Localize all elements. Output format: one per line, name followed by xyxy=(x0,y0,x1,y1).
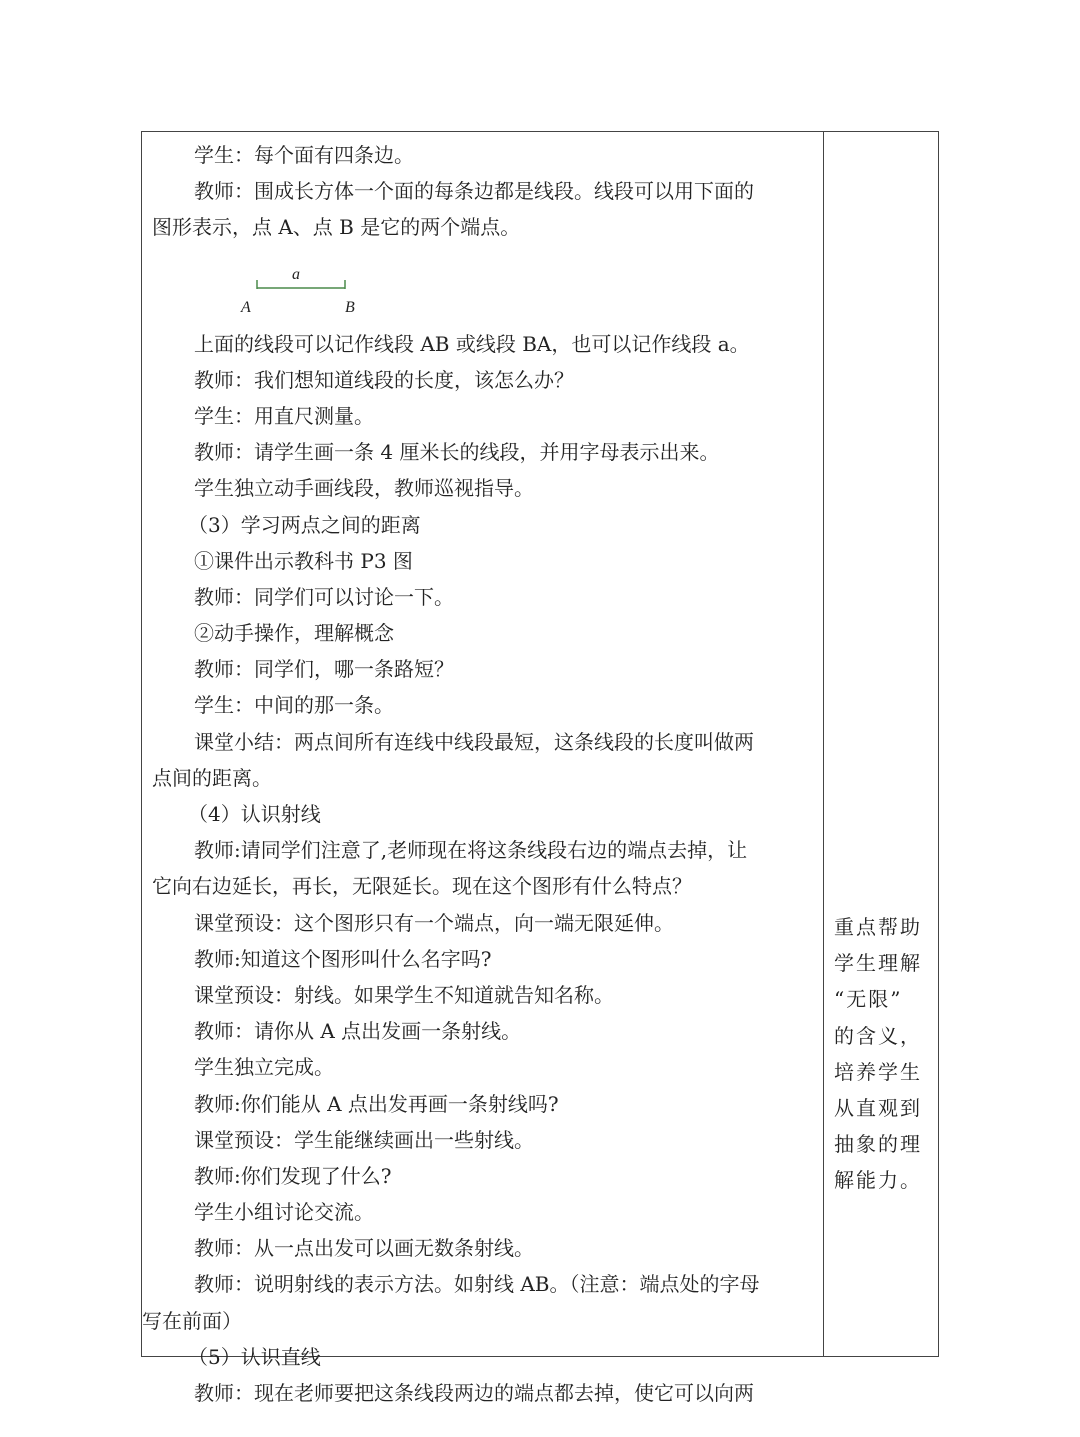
text-line: 它向右边延长，再长，无限延长。现在这个图形有什么特点？ xyxy=(152,874,692,899)
text-line: 教师：从一点出发可以画无数条射线。 xyxy=(194,1236,534,1261)
text-line: 点间的距离。 xyxy=(152,765,272,790)
text-line: 学生：每个面有四条边。 xyxy=(194,143,414,167)
line-segment-figure xyxy=(232,246,372,318)
text-line: 教师：现在老师要把这条线段两边的端点都去掉，使它可以向两 xyxy=(194,1381,754,1405)
text-line: 学生独立动手画线段，教师巡视指导。 xyxy=(194,476,534,501)
remark-line: 重点帮助 xyxy=(834,915,922,939)
remarks-column xyxy=(834,909,930,1199)
text-line: 教师：围成长方体一个面的每条边都是线段。线段可以用下面的 xyxy=(194,179,754,204)
text-line: 教师:你们能从 A 点出发再画一条射线吗? xyxy=(194,1091,559,1116)
text-line: 教师：同学们可以讨论一下。 xyxy=(194,584,454,609)
text-line: ②动手操作，理解概念 xyxy=(194,621,394,646)
text-line: 课堂预设：这个图形只有一个端点，向一端无限延伸。 xyxy=(194,910,674,935)
remark-line: 抽象的理 xyxy=(834,1132,922,1157)
text-line: 课堂小结：两点间所有连线中线段最短，这条线段的长度叫做两 xyxy=(194,729,754,754)
section-heading: （4）认识射线 xyxy=(188,802,321,826)
text-line: 写在前面） xyxy=(142,1308,242,1333)
text-line: ①课件出示教科书 P3 图 xyxy=(194,548,413,573)
text-line: 教师:请同学们注意了,老师现在将这条线段右边的端点去掉，让 xyxy=(194,838,748,863)
section-heading: （3）学习两点之间的距离 xyxy=(188,512,421,537)
remark-line: 解能力。 xyxy=(834,1168,922,1193)
text-line: 上面的线段可以记作线段 AB 或线段 BA，也可以记作线段 a。 xyxy=(194,331,750,356)
table-column-divider xyxy=(823,131,824,1357)
segment-label-a-lower: a xyxy=(292,265,300,283)
text-line: 教师:知道这个图形叫什么名字吗? xyxy=(194,946,492,971)
remark-line: 从直观到 xyxy=(834,1096,922,1121)
text-line: 教师:你们发现了什么? xyxy=(194,1163,392,1188)
remark-line: 学生理解 xyxy=(834,951,922,976)
remark-line: 的含义， xyxy=(834,1023,922,1048)
remark-line: 培养学生 xyxy=(834,1059,922,1084)
text-line: 教师：请学生画一条 4 厘米长的线段，并用字母表示出来。 xyxy=(194,440,720,465)
text-line: 学生小组讨论交流。 xyxy=(194,1200,374,1225)
line-segment-diagram xyxy=(152,246,552,326)
point-label-b: B xyxy=(345,298,355,316)
text-line: 课堂预设：射线。如果学生不知道就告知名称。 xyxy=(194,982,614,1007)
text-line: 学生：中间的那一条。 xyxy=(194,693,394,718)
text-line: 图形表示，点 A、点 B 是它的两个端点。 xyxy=(152,215,521,240)
text-line: 教师：同学们，哪一条路短？ xyxy=(194,657,454,682)
text-line: 学生：用直尺测量。 xyxy=(194,403,374,428)
section-heading: （5）认识直线 xyxy=(188,1344,321,1369)
text-line: 教师：我们想知道线段的长度，该怎么办？ xyxy=(194,367,574,392)
text-line: 教师：说明射线的表示方法。如射线 AB。（注意：端点处的字母 xyxy=(194,1272,760,1297)
text-line: 学生独立完成。 xyxy=(194,1055,334,1080)
remark-line: “无限” xyxy=(834,987,903,1012)
text-line: 课堂预设：学生能继续画出一些射线。 xyxy=(194,1127,534,1152)
lesson-content-column xyxy=(142,137,818,1411)
text-line: 教师：请你从 A 点出发画一条射线。 xyxy=(194,1019,522,1044)
point-label-a: A xyxy=(241,298,251,316)
